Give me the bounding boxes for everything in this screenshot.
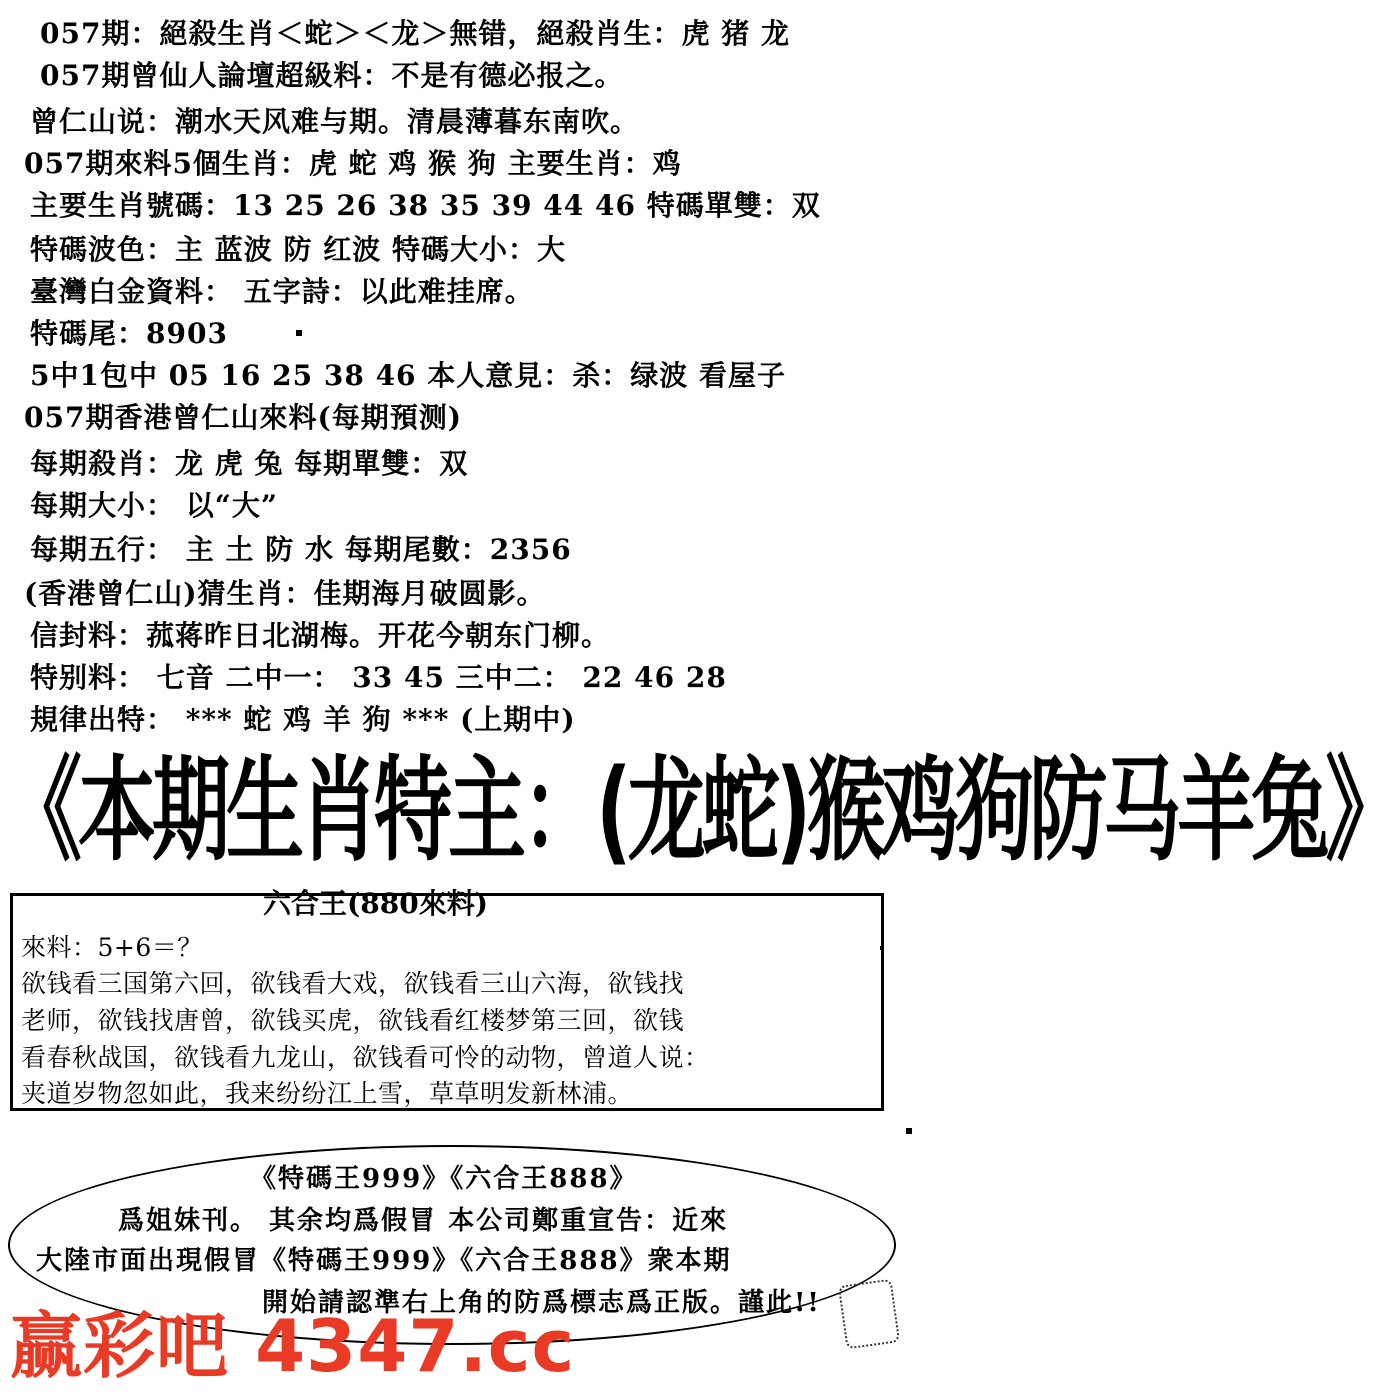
brand-watermark: 赢彩吧 4347.cc — [10, 1304, 576, 1388]
line-6: 特碼波色：主 蓝波 防 红波 特碼大小：大 — [30, 233, 566, 266]
line-14: (香港曾仁山)猜生肖：佳期海月破圆影。 — [24, 577, 546, 610]
notice-line-1: 《特碼王999》《六合王888》 — [250, 1164, 638, 1194]
info-box-line-2: 欲钱看三国第六回，欲钱看大戏，欲钱看三山六海，欲钱找 — [21, 969, 685, 998]
speck — [296, 330, 302, 336]
notice-line-4: 開始請認準右上角的防爲標志爲正版。謹此!! — [262, 1288, 821, 1318]
line-10: 057期香港曾仁山來料(每期預测) — [24, 401, 462, 434]
line-9: 5中1包中 05 16 25 38 46 本人意見：杀：绿波 看屋子 — [30, 359, 787, 392]
stamp-seal — [838, 1279, 900, 1350]
line-5: 主要生肖號碼：13 25 26 38 35 39 44 46 特碼單雙：双 — [30, 189, 821, 222]
line-17: 規律出特： *** 蛇 鸡 羊 狗 *** (上期中) — [30, 703, 576, 736]
line-12: 每期大小： 以“大” — [30, 489, 278, 522]
speck — [906, 1128, 912, 1134]
info-box-line-1: 來料：5+6＝？ — [21, 933, 203, 962]
line-3: 曾仁山说：潮水天风难与期。清晨薄暮东南吹。 — [30, 105, 640, 138]
speck — [880, 946, 884, 950]
line-1: 057期：絕殺生肖＜蛇＞＜龙＞無错，絕殺肖生：虎 猪 龙 — [40, 17, 790, 50]
info-box-title: 六合王(880來料) — [263, 887, 488, 920]
banner-headline: 《本期生肖特主：(龙蛇)猴鸡狗防马羊兔》 — [4, 746, 1399, 878]
info-box-line-3: 老师，欲钱找唐曾，欲钱买虎，欲钱看红楼梦第三回，欲钱 — [21, 1006, 685, 1035]
line-2: 057期曾仙人論壇超級料：不是有德必报之。 — [40, 59, 624, 92]
notice-line-2: 爲姐妹刊。 其余均爲假冒 本公司鄭重宣告：近來 — [118, 1206, 729, 1236]
notice-line-3: 大陸市面出現假冒《特碼王999》《六合王888》衆本期 — [36, 1246, 732, 1276]
info-box-line-4: 看春秋战国，欲钱看九龙山，欲钱看可怜的动物，曾道人说： — [21, 1043, 710, 1072]
line-11: 每期殺肖：龙 虎 兔 每期單雙：双 — [30, 447, 469, 480]
line-8: 特碼尾：8903 — [30, 317, 228, 350]
line-4: 057期來料5個生肖：虎 蛇 鸡 猴 狗 主要生肖：鸡 — [24, 147, 682, 180]
info-box-line-5: 夹道岁物忽如此，我来纷纷江上雪，草草明发新林浦。 — [21, 1079, 634, 1108]
info-box — [10, 887, 884, 1111]
line-7: 臺灣白金資料： 五字詩：以此难挂席。 — [30, 275, 534, 308]
line-13: 每期五行： 主 土 防 水 每期尾數：2356 — [30, 533, 572, 566]
line-16: 特别料： 七音 二中一： 33 45 三中二： 22 46 28 — [30, 661, 727, 694]
line-15: 信封料：菰蒋昨日北湖梅。开花今朝东门柳。 — [30, 619, 611, 652]
